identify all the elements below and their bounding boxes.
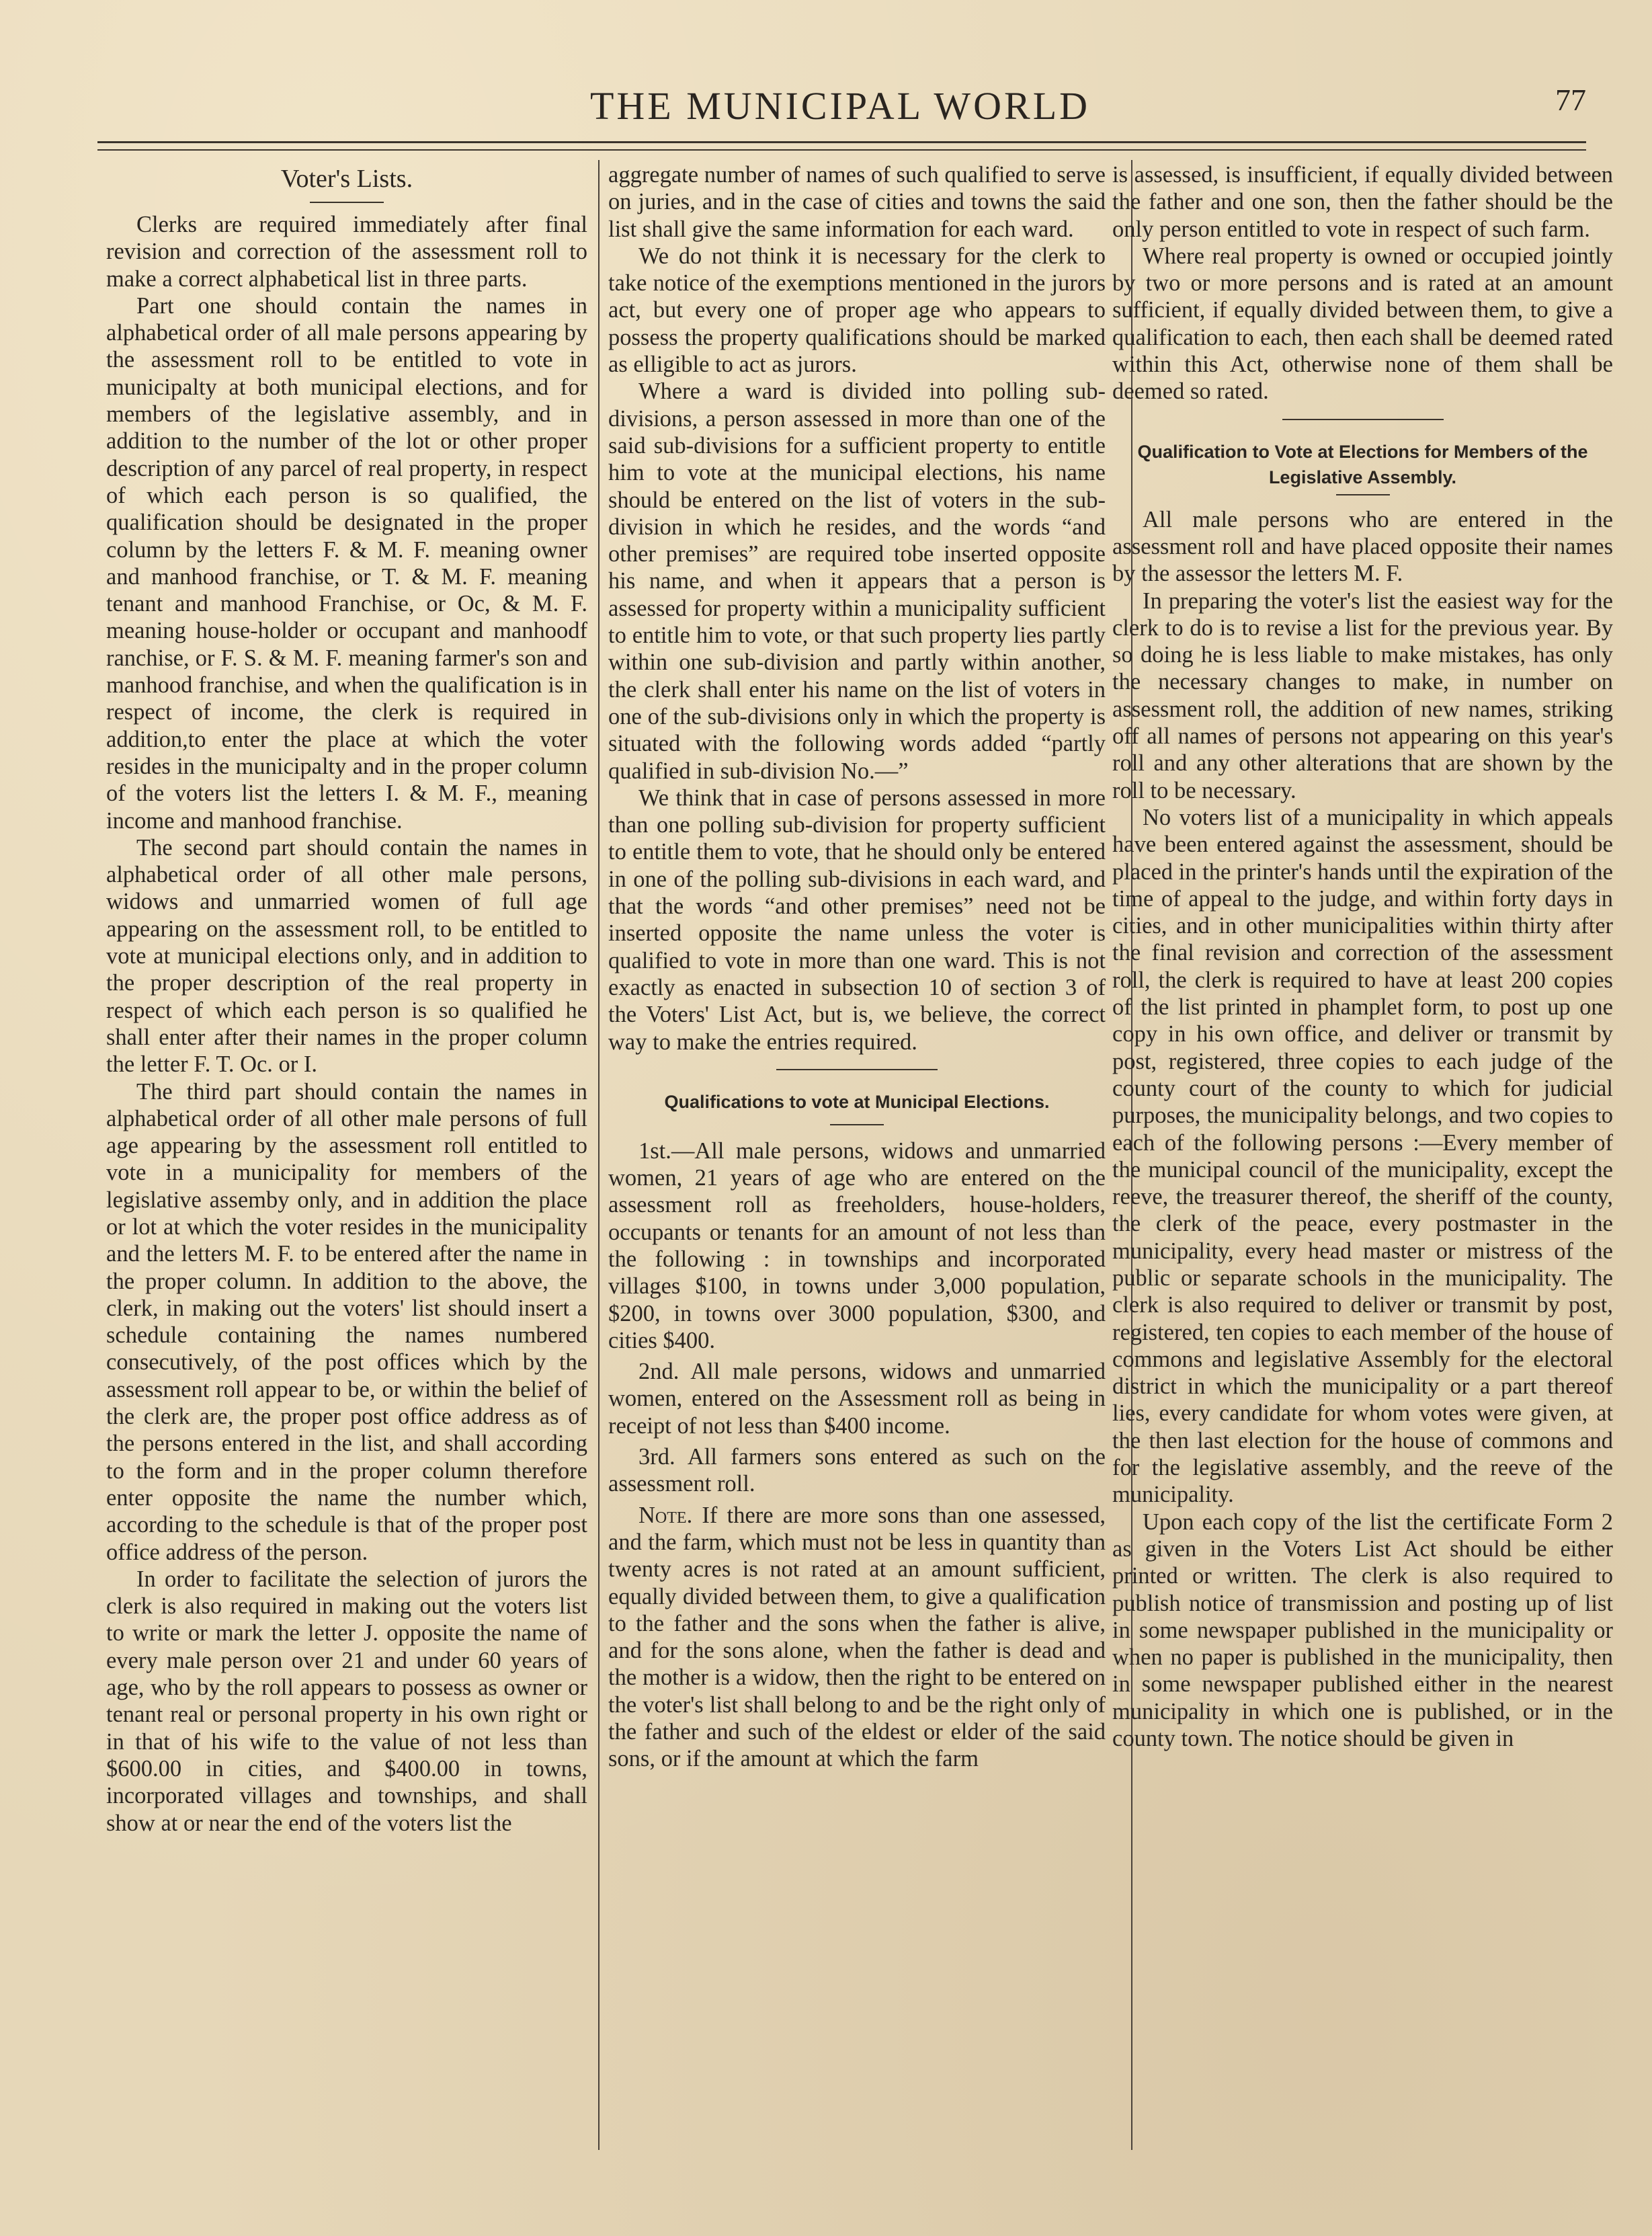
section-rule [776, 1069, 938, 1070]
paragraph: Clerks are required immediately after final revision and correction of the assessment roll to make a correct alphabetical list in three parts. [106, 212, 587, 292]
paragraph-continued: is assessed, is insufficient, if equally divided between the father and one son, then the father should be the only person entitled to vote in respect of such farm. [1112, 162, 1613, 242]
article-title: Voter's Lists. [280, 165, 413, 193]
heading-rule [830, 1124, 884, 1125]
paragraph: We think that in case of persons assessed in more than one polling sub-division for property sufficient to entitle them to vote, that he should only be entered in one of the polling sub-divisions in each ward, and that the words “and other premises” need not be inserted opposite the name unless the voter is qualified to vote in more than one ward. This is not exactly as enacted in subsection 10 of section 3 of the Voters' List Act, but is, we believe, the correct way to make the entries required. [608, 785, 1106, 1055]
paragraph: In order to facilitate the selection of jurors the clerk is also required in making out the voters list to write or mark the letter J. opposite the name of every male person over 21 and under 60 years of age, who by the roll appears to possess as owner or tenant real or personal property in his own right or in that of his wife to the value of not less than $600.00 in cities, and $400.00 in towns, incorporated villages and townships, and shall show at or near the end of the voters list the [106, 1566, 587, 1836]
section-heading: Qualifications to vote at Municipal Elections. [664, 1091, 1050, 1112]
column-3 [1112, 161, 1613, 1752]
paragraph: Where a ward is divided into polling sub-divisions, a person assessed in more than one of the said sub-divisions for a sufficient property to entitle him to vote at the municipal elections, his name should be entered on the list of voters in the sub-division in which he resides, and the words “and other premises” are required tobe inserted opposite his name, and when it appears that a person is assessed for property within a municipality sufficient to entitle him to vote, or that such property lies partly within one sub-division and partly within another, the clerk shall enter his name on the list of voters in one of the sub-divisions only in which the property is situated with the following words added “partly qualified in sub-division No.—” [608, 378, 1106, 784]
paragraph: Upon each copy of the list the certificate Form 2 as given in the Voters List Act should be either printed or written. The clerk is also required to publish notice of transmission and posting up of list in some newspaper published in the municipality or when no paper is published in the municipality, then in some newspaper published either in the nearest municipality in which one is published, or in the county town. The notice should be given in [1112, 1509, 1613, 1752]
page-header [94, 79, 1586, 133]
paragraph: 1st.—All male persons, widows and unmarried women, 21 years of age who are entered on the assessment roll as freeholders, house-holders, occupants or tenants for an amount of not less than the following : in townships and incorporated villages $100, in towns under 3,000 population, $200, in towns over 3000 population, $300, and cities $400. [608, 1137, 1106, 1353]
note-paragraph [608, 1502, 1106, 1773]
paragraph: Where real property is owned or occupied jointly by two or more persons and is rated at an amount sufficient, if equally divided between them, to give a qualification to each, then each shall be deemed rated within this Act, otherwise none of them shall be deemed so rated. [1112, 243, 1613, 405]
paragraph: The third part should contain the names in alphabetical order of all other male persons of full age appearing by the assessment roll entitled to vote in a municipality for members of the legislative assemby only, and in addition the place or lot at which the voter resides in the municipality and the letters M. F. to be entered after the name in the proper column. In addition to the above, the clerk, in making out the voters' list should insert a schedule containing the names numbered consecutively, of the post offices which by the assessment roll appear to be, or within the belief of the clerk are, the proper post office address as of the persons entered in the list, and shall according to the form and in the proper column therefore enter opposite the name the number which, according to the schedule is that of the proper post office address of the person. [106, 1078, 587, 1565]
heading-rule [1336, 494, 1390, 495]
header-rule [97, 141, 1586, 143]
paragraph: 3rd. All farmers sons entered as such on the assessment roll. [608, 1444, 1106, 1497]
note-text: If there are more sons than one assessed, and the farm, which must not be less in quantity than twenty acres is not rated at an amount sufficient, equally divided between them, to give a qualification to the father and the sons when the father is alive, and for the sons alone, when the father is dead and the mother is a widow, then the right to be entered on the voter's list shall belong to and be the right only of the father and such of the eldest or elder of the said sons, or if the amount at which the farm [608, 1502, 1106, 1772]
column-divider [598, 160, 600, 2150]
page-number: 77 [1555, 83, 1586, 117]
section-heading: Qualification to Vote at Elections for Members of the Legislative Assembly. [1137, 441, 1588, 487]
paragraph: Part one should contain the names in alphabetical order of all male persons appearing by the assessment roll to be entitled to vote in municipalty at both municipal elections, and for members of the legislative assembly, and in addition to the number of the lot or other proper description of any parcel of real property, in respect of which each person is so qualified, the qualification should be designated in the proper column by the letters F. & M. F. meaning owner and manhood franchise, or T. & M. F. meaning tenant and manhood Franchise, or Oc, & M. F. meaning house-holder or occupant and manhoodf ranchise, or F. S. & M. F. meaning farmer's son and manhood franchise, and when the qualification is in respect of income, the clerk is required in addition,to enter the place at which the voter resides in the municipalty and in the proper column of the voters list the letters I. & M. F., meaning income and manhood franchise. [106, 292, 587, 834]
paragraph: 2nd. All male persons, widows and unmarried women, entered on the Assessment roll as being in receipt of not less than $400 income. [608, 1359, 1106, 1439]
paragraph: All male persons who are entered in the assessment roll and have placed opposite their names by the assessor the letters M. F. [1112, 506, 1613, 587]
note-label: Note. [638, 1502, 693, 1528]
paragraph: The second part should contain the names in alphabetical order of all other male persons, widows and unmarried women of full age appearing on the assessment roll, to be entitled to vote at municipal elections only, and in addition to the proper description of the real property in respect of which each person is so qualified he shall enter after their names in the proper column the letter F. T. Oc. or I. [106, 834, 587, 1078]
column-2 [608, 161, 1106, 1773]
paragraph: No voters list of a municipality in which appeals have been entered against the assessment, should be placed in the printer's hands until the expiration of the time of appeal to the judge, and within forty days in cities, and in other municipalities within thirty after the final revision and correction of the assessment roll, the clerk is required to have at least 200 copies of the list printed in phamplet form, to post up one copy in his own office, and deliver or transmit by post, registered, three copies to each judge of the county court of the county to which for judicial purposes, the municipality belongs, and two copies to each of the following persons :—Every member of the municipal council of the municipality, except the reeve, the treasurer thereof, the sheriff of the county, the clerk of the peace, every postmaster in the municipality, every head master or mistress of the public or separate schools in the municipality. The clerk is also required to deliver or transmit by post, registered, ten copies to each member of the house of commons and legislative Assembly for the electoral district in which the municipality or a part thereof lies, every candidate for whom votes were given, at the then last election for the house of commons and for the legislative assembly, and the reeve of the municipality. [1112, 804, 1613, 1508]
paragraph-continued: aggregate number of names of such qualified to serve on juries, and in the case of cities and towns the said list shall give the same information for each ward. [608, 162, 1106, 242]
paragraph: We do not think it is necessary for the clerk to take notice of the exemptions mentioned in the jurors act, but every one of proper age who appears to possess the property qualifications should be marked as elligible to act as jurors. [608, 243, 1106, 378]
title-rule [310, 202, 384, 203]
paragraph: In preparing the voter's list the easiest way for the clerk to do is to revise a list for the previous year. By so doing he is less liable to make mistakes, has only the necessary changes to make, in number on assessment roll, the addition of new names, striking off all names of persons not appearing on this year's roll and any other alterations that are shown by the roll to be necessary. [1112, 588, 1613, 803]
section-rule [1282, 419, 1444, 420]
header-rule-double [97, 149, 1586, 151]
masthead: THE MUNICIPAL WORLD [589, 84, 1091, 128]
column-1 [106, 161, 587, 1837]
